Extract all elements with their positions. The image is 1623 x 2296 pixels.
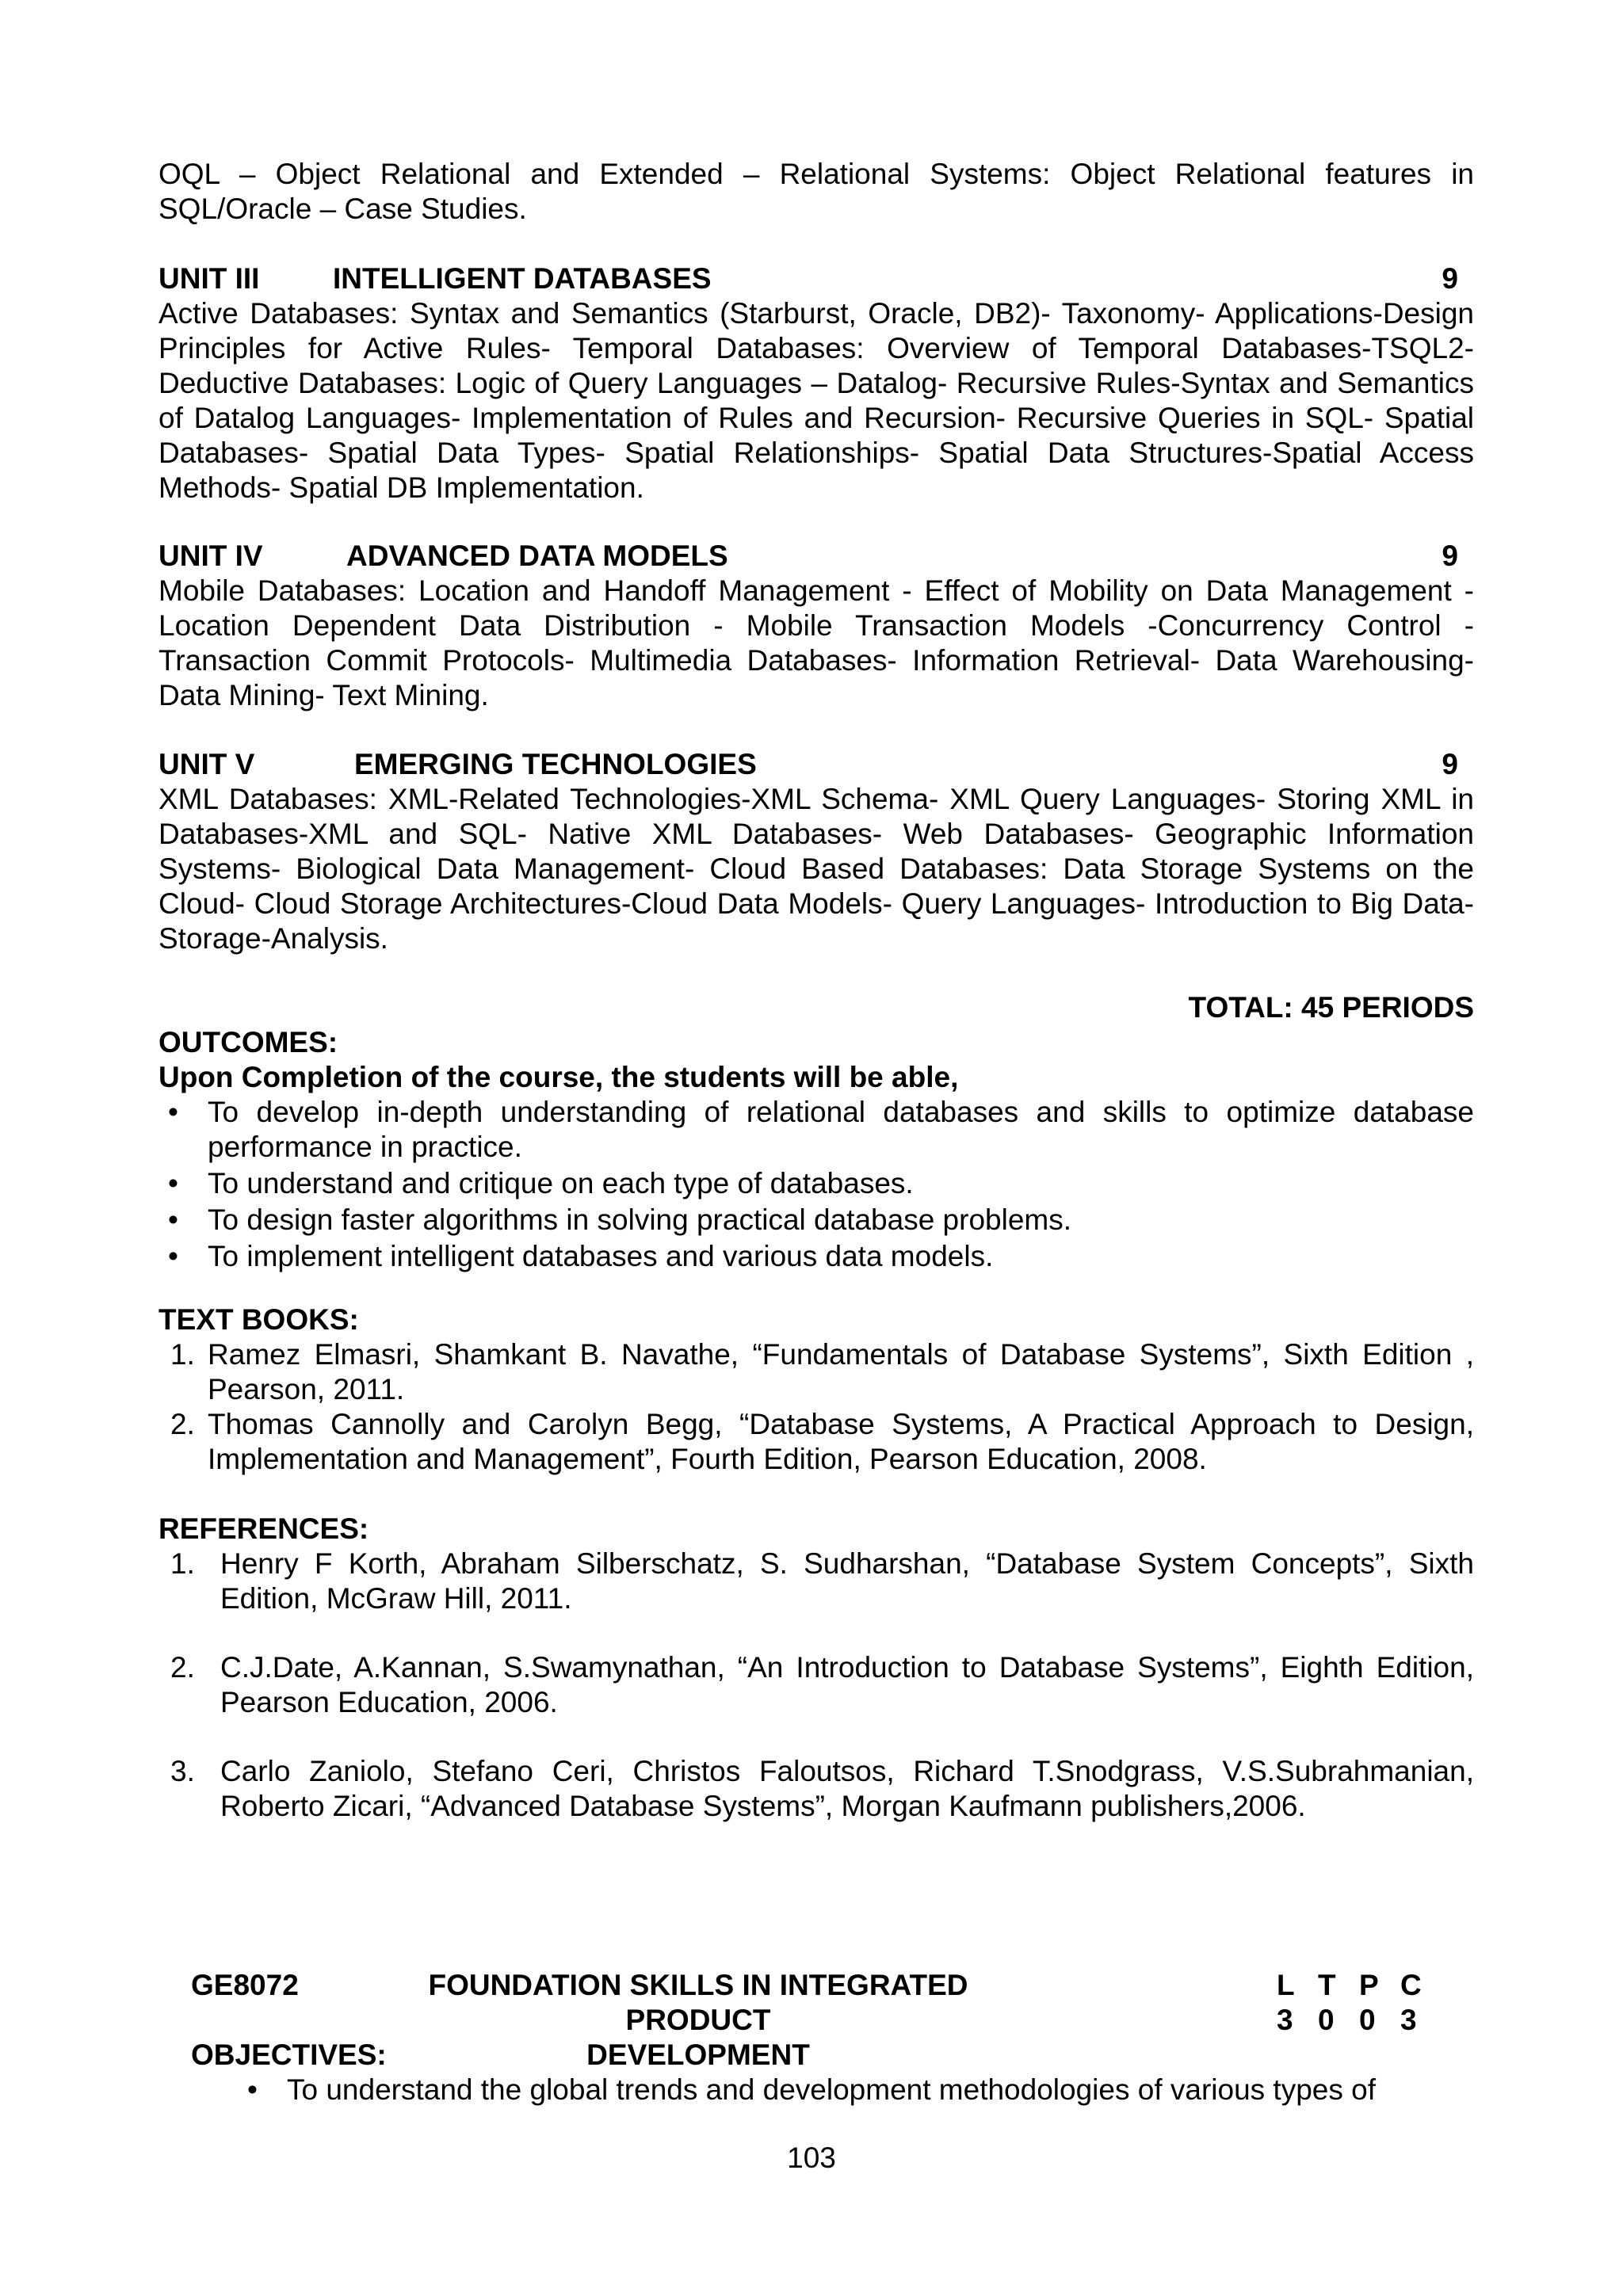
course-code: GE8072 (191, 1969, 299, 2001)
bullet-icon: • (168, 1167, 178, 1199)
objectives-list (238, 2073, 1444, 2109)
unit-label: UNIT IV (158, 540, 263, 572)
reference-text: Henry F Korth, Abraham Silberschatz, S. Sudharshan, “Database System Concepts”, Sixth Edition, McGraw Hill, 2011. (220, 1547, 1474, 1615)
unit-label: UNIT V (158, 748, 255, 780)
unit-hours: 9 (1442, 262, 1458, 295)
unit-hours: 9 (1442, 540, 1458, 572)
reference-text: Carlo Zaniolo, Stefano Ceri, Christos Faloutsos, Richard T.Snodgrass, V.S.Subrahmanian, Roberto Zicari, “Advanced Database Systems”, Morgan Kaufmann publishers,2006. (220, 1755, 1474, 1822)
references-list (158, 1547, 1474, 1824)
outcomes-intro: Upon Completion of the course, the students will be able, (158, 1061, 959, 1093)
text-books-heading: TEXT BOOKS: (158, 1303, 359, 1336)
outcomes-heading: OUTCOMES: (158, 1026, 338, 1058)
list-item: 1. Ramez Elmasri, Shamkant B. Navathe, “Fundamentals of Database Systems”, Sixth Edition , Pearson, 2011. (170, 1338, 1474, 1405)
list-item (238, 2073, 1444, 2107)
text-books-list (158, 1337, 1474, 1477)
unit-body: Active Databases: Syntax and Semantics (Starburst, Oracle, DB2)- Taxonomy- Applications-Design Principles for Active Rules- Temporal Databases: Overview of Temporal Databases-TSQL2- Deductive Databases: Logic of Query Languages – Datalog- Recursive Rules-Syntax and Semantics of Datalog Languages- Implementation of Rules and Recursion- Recursive Queries in SQL- Spatial Databases- Spatial Data Types- Spatial Relationships- Spatial Data Structures-Spatial Access Methods- Spatial DB Implementation. (158, 297, 1474, 504)
unit-title: INTELLIGENT DATABASES (333, 262, 712, 295)
unit-title: ADVANCED DATA MODELS (346, 540, 728, 572)
list-item (158, 1095, 1474, 1165)
references-heading: REFERENCES: (158, 1512, 369, 1545)
bullet-icon: • (168, 1240, 178, 1272)
ltpc-table (1277, 1968, 1443, 2038)
bullet-icon: • (247, 2073, 258, 2106)
outcome-text: To implement intelligent databases and various data models. (208, 1240, 994, 1272)
list-item (158, 1166, 1474, 1201)
objectives-heading: OBJECTIVES: (191, 2039, 387, 2071)
list-item: 2. Thomas Cannolly and Carolyn Begg, “Database Systems, A Practical Approach to Design, Implementation and Management”, Fourth Edition, Pearson Education, 2008. (170, 1408, 1474, 1475)
unit-hours: 9 (1442, 748, 1458, 780)
intro-paragraph: OQL – Object Relational and Extended – Relational Systems: Object Relational features in SQL/Oracle – Case Studies. (158, 158, 1474, 225)
bullet-icon: • (168, 1203, 178, 1236)
book-text: Ramez Elmasri, Shamkant B. Navathe, “Fundamentals of Database Systems”, Sixth Edition , Pearson, 2011. (208, 1338, 1474, 1405)
outcome-text: To design faster algorithms in solving practical database problems. (208, 1203, 1072, 1236)
list-item: 3. Carlo Zaniolo, Stefano Ceri, Christos Faloutsos, Richard T.Snodgrass, V.S.Subrahmanian, Roberto Zicari, “Advanced Database Systems”, Morgan Kaufmann publishers,2006. (170, 1755, 1474, 1822)
unit-body: Mobile Databases: Location and Handoff Management - Effect of Mobility on Data Management - Location Dependent Data Distribution - Mobile Transaction Models -Concurrency Control - Transaction Commit Protocols- Multimedia Databases- Information Retrieval- Data Warehousing-Data Mining- Text Mining. (158, 574, 1474, 711)
course-title-line: FOUNDATION SKILLS IN INTEGRATED PRODUCT (428, 1969, 968, 2036)
unit-label: UNIT III (158, 262, 260, 295)
total-periods: TOTAL: 45 PERIODS (1188, 991, 1474, 1024)
outcomes-list (158, 1095, 1474, 1276)
list-item (158, 1239, 1474, 1274)
course-title-line: DEVELOPMENT (586, 2039, 810, 2071)
objective-text: To understand the global trends and development methodologies of various types of (287, 2073, 1377, 2106)
unit-body: XML Databases: XML-Related Technologies-XML Schema- XML Query Languages- Storing XML in Databases-XML and SQL- Native XML Databases- Web Databases- Geographic Information Systems- Biological Data Management- Cloud Based Databases: Data Storage Systems on the Cloud- Cloud Storage Architectures-Cloud Data Models- Query Languages- Introduction to Big Data-Storage-Analysis. (158, 783, 1474, 955)
bullet-icon: • (168, 1096, 178, 1128)
list-item: 2. C.J.Date, A.Kannan, S.Swamynathan, “An Introduction to Database Systems”, Eighth Edition, Pearson Education, 2006. (170, 1651, 1474, 1718)
ltpc-labels: L T P C (1277, 1969, 1422, 2001)
course-title (389, 1968, 1007, 2073)
outcome-text: To understand and critique on each type of databases. (208, 1167, 914, 1199)
ltpc-values: 3 0 0 3 (1277, 2004, 1417, 2036)
outcome-text: To develop in-depth understanding of relational databases and skills to optimize database performance in practice. (208, 1096, 1474, 1163)
list-item (158, 1203, 1474, 1238)
book-text: Thomas Cannolly and Carolyn Begg, “Database Systems, A Practical Approach to Design, Implementation and Management”, Fourth Edition, Pearson Education, 2008. (208, 1408, 1474, 1475)
page-number: 103 (787, 2142, 836, 2174)
reference-text: C.J.Date, A.Kannan, S.Swamynathan, “An Introduction to Database Systems”, Eighth Edition, Pearson Education, 2006. (220, 1651, 1474, 1718)
unit-title: EMERGING TECHNOLOGIES (354, 748, 757, 780)
list-item: 1. Henry F Korth, Abraham Silberschatz, S. Sudharshan, “Database System Concepts”, Sixth Edition, McGraw Hill, 2011. (170, 1547, 1474, 1615)
